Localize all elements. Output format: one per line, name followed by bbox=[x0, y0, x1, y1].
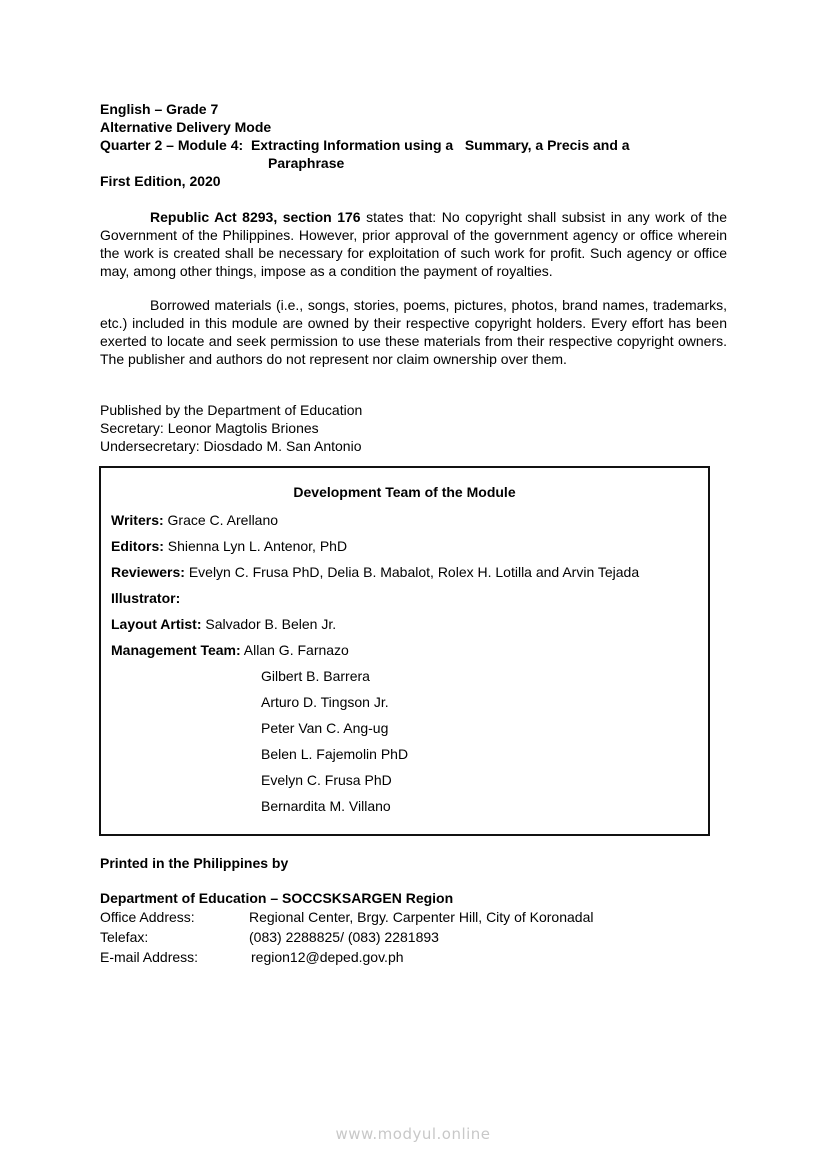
telefax-value: (083) 2288825/ (083) 2281893 bbox=[249, 929, 439, 945]
publisher-info bbox=[100, 401, 362, 455]
secretary: Secretary: Leonor Magtolis Briones bbox=[100, 420, 319, 436]
module-title-continuation: Paraphrase bbox=[268, 155, 345, 171]
writers-label: Writers: bbox=[111, 512, 164, 528]
published-by: Published by the Department of Education bbox=[100, 402, 363, 418]
layout-artist-row bbox=[111, 615, 336, 633]
team-title: Development Team of the Module bbox=[293, 484, 516, 500]
management-member: Belen L. Fajemolin PhD bbox=[261, 746, 409, 762]
module-title: Extracting Information using a Summary, a Precis and a bbox=[250, 137, 630, 153]
edition: First Edition, 2020 bbox=[100, 173, 221, 189]
reviewers-row bbox=[111, 563, 639, 581]
module-title-row bbox=[100, 136, 740, 154]
ra-text: states that: No copyright shall subsist in any work of the Government of the Philippines. However, prior approval of the government agency or office wherein the work is created shall be necessary for exploitation of such work for profit. Such agency or office may, among other things, impose as a condition the payment of royalties. bbox=[100, 209, 727, 279]
management-team-label: Management Team: bbox=[111, 642, 241, 658]
email-row bbox=[100, 947, 593, 967]
editors-label: Editors: bbox=[111, 538, 164, 554]
subject-grade: English – Grade 7 bbox=[100, 101, 219, 117]
writers-row bbox=[111, 511, 278, 529]
website-watermark: www.modyul.online bbox=[335, 1125, 491, 1143]
email-label: E-mail Address: bbox=[100, 949, 199, 965]
management-member: Gilbert B. Barrera bbox=[261, 668, 370, 684]
editors-row bbox=[111, 537, 347, 555]
management-member: Evelyn C. Frusa PhD bbox=[261, 772, 392, 788]
region-title: Department of Education – SOCCSKSARGEN Region bbox=[100, 890, 454, 906]
layout-artist-label: Layout Artist: bbox=[111, 616, 202, 632]
management-member: Peter Van C. Ang-ug bbox=[261, 720, 389, 736]
illustrator-label: Illustrator: bbox=[111, 590, 181, 606]
borrowed-materials-paragraph: Borrowed materials (i.e., songs, stories, poems, pictures, photos, brand names, trademarks, etc.) included in this module are owned by their respective copyright holders. Every effort has been exerted to locate and seek permission to use these materials from their respective copyright owners. The publisher and authors do not represent nor claim ownership over them. bbox=[100, 297, 727, 367]
module-header bbox=[100, 100, 740, 190]
region-contact-block bbox=[100, 889, 593, 967]
telefax-label: Telefax: bbox=[100, 929, 149, 945]
module-label: Quarter 2 – Module 4: bbox=[100, 137, 251, 153]
printed-in: Printed in the Philippines by bbox=[100, 855, 289, 871]
email-value: region12@deped.gov.ph bbox=[251, 949, 404, 965]
telefax-row bbox=[100, 927, 593, 947]
illustrator-row bbox=[111, 589, 180, 607]
writers-value: Grace C. Arellano bbox=[163, 512, 279, 528]
reviewers-label: Reviewers: bbox=[111, 564, 185, 580]
office-address-row bbox=[100, 907, 593, 927]
management-team-row bbox=[111, 641, 349, 659]
reviewers-value: Evelyn C. Frusa PhD, Delia B. Mabalot, Rolex H. Lotilla and Arvin Tejada bbox=[184, 564, 640, 580]
management-member: Arturo D. Tingson Jr. bbox=[261, 694, 389, 710]
development-team-box bbox=[99, 466, 710, 836]
layout-artist-value: Salvador B. Belen Jr. bbox=[201, 616, 337, 632]
editors-value: Shienna Lyn L. Antenor, PhD bbox=[163, 538, 348, 554]
management-member: Allan G. Farnazo bbox=[240, 642, 349, 658]
ra-citation: Republic Act 8293, section 176 bbox=[150, 209, 361, 225]
office-address-value: Regional Center, Brgy. Carpenter Hill, City of Koronadal bbox=[249, 909, 594, 925]
management-member: Bernardita M. Villano bbox=[261, 798, 391, 814]
undersecretary: Undersecretary: Diosdado M. San Antonio bbox=[100, 438, 362, 454]
delivery-mode: Alternative Delivery Mode bbox=[100, 119, 272, 135]
office-address-label: Office Address: bbox=[100, 909, 195, 925]
copyright-paragraph-ra8293 bbox=[100, 208, 727, 280]
